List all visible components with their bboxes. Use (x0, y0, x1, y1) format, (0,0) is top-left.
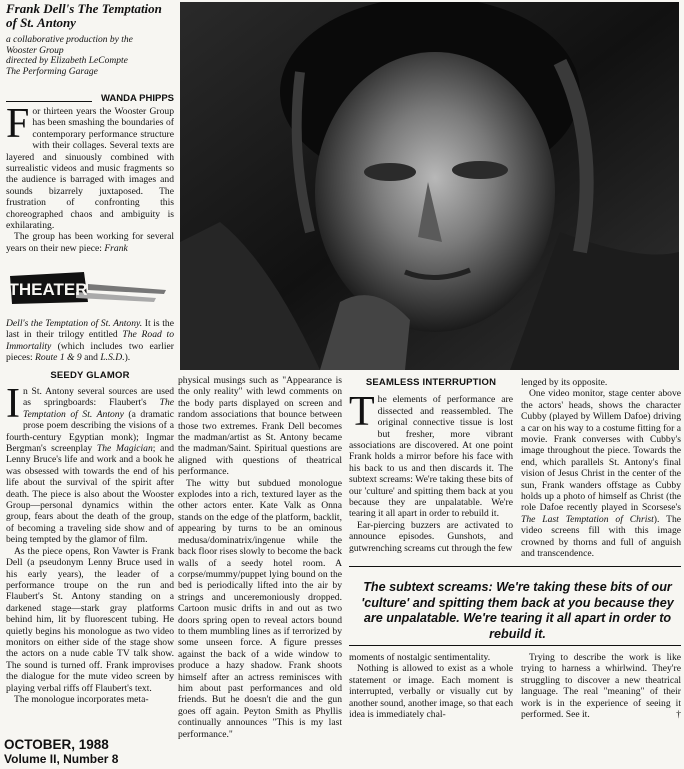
text-run: It is the last in their trilogy entitled (6, 318, 174, 341)
italic-title: The Temptation of St. Antony (23, 397, 174, 420)
theater-section-badge (6, 264, 174, 312)
column-2 (178, 375, 342, 740)
text-run: One video monitor, stage center above the actors' heads, shows the character Cubby (played by Willem Dafoe) driving a car on his way to a costume fitting for a movie. Frank converses with Cubby's image throughout the piece. Towards the end, which parallels St. Antony's final vision of Jesus Christ in the center of the sun, Frank wanders offstage as Cubby holds up a photo of himself as Christ (the role Dafoe recently played in Scorsese's (521, 388, 681, 514)
performer-photo (180, 2, 679, 370)
pull-quote-top-rule (349, 566, 681, 567)
text-run: ; and Lenny Bruce's life and work and a book he was obsessed with towards the end of his life about the survival of the spirit after death. The piece is also about the Wooster Group—personal dynamics within the group, fears about the death of the group, of becoming a traveling side show and of being tempted by the glamor of film. (6, 443, 174, 546)
text-run: (a dramatic prose poem describing the visions of a fourth-century Egyptian monk); Ingmar Bergman's screenplay (6, 408, 174, 455)
credit-line: a collaborative production by the (6, 35, 133, 45)
drop-cap: I (6, 381, 20, 427)
pull-quote-bottom-rule (349, 645, 681, 646)
text-run: ). (124, 352, 131, 364)
credit-line: The Performing Garage (6, 66, 98, 77)
italic-title: The Last Temptation of Christ (521, 513, 654, 525)
paragraph: or thirteen years the Wooster Group has been smashing the boundaries of contemporary performance structure with their collages. Several texts are layered and sinuously combined with surrealistic videos and music fragments so the audience is barraged with images and sounds bizarrely juxtaposed. The frustration of confronting this choreographed chaos and ambiguity is exhilarating. (6, 106, 174, 232)
paragraph: lenged by its opposite. (521, 377, 608, 388)
drop-cap: F (6, 101, 30, 147)
italic-title: Route 1 & 9 (35, 352, 82, 364)
text-run: ). The video screens fill with this image crowned by thorns and full of anguish and transcendence. (521, 513, 682, 560)
paragraph (521, 652, 681, 720)
column-3 (349, 377, 513, 554)
paragraph: The witty but subdued monologue explodes into a rich, textured layer as the other actors enter. Kate Valk as Onna stands on the edge of the platform, backlit, appearing by turns to be an ominous medusa/dominatrix/ingenue while the back floor rises slowly to become the back walls of a seedy hotel room. A corpse/mummy/puppet lying bound on the bed is periodically lifted into the air by strings and unceremoniously dropped. Cartoon music drifts in and out as two doors spring open to reveal actors bound to them mumbling lines as if terrorized by some unseen force. A figure presses against the back of a wide window to produce a hazy shadow. Frank shoots himself after an actress reminisces with him about past performances and old friends. But he doesn't die and the gun goes off again. Peyton Smith as Phyllis continually announces "This is my last performance." (178, 477, 342, 740)
column-1-top (6, 101, 174, 254)
theater-badge-graphic (6, 264, 174, 312)
production-credits (6, 35, 174, 77)
paragraph: The group has been working for several years on their new piece: (6, 231, 174, 254)
text-run: he elements of performance are dissected and reassembled. The original connective tissue is lost but fresher, more vibrant associations are discovered. At one point Frank holds a mirror before his face with his back to us and then discards it. The subtext screams: We're taking these bits of our 'culture' and spitting them back at you because they are unpalatable. We're tearing it all apart in order to rebuild it. (349, 394, 513, 520)
italic-title: The Road to Immortality (6, 329, 175, 352)
column-4-continued (521, 652, 681, 720)
column-3-continued (349, 652, 513, 720)
photo-graphic (180, 2, 679, 370)
credit-line: Wooster Group (6, 45, 64, 56)
text-run: (which includes two earlier pieces: (6, 340, 174, 364)
italic-title: Frank (104, 242, 128, 254)
issue-date: OCTOBER, 1988 (4, 737, 109, 752)
column-1-mid (6, 318, 174, 381)
section-heading: SEAMLESS INTERRUPTION (365, 377, 497, 388)
text-run: and (81, 352, 101, 364)
paragraph: Nothing is allowed to exist as a whole statement or image. Each moment is interrupted, verbally or visually cut by another sound, another image, so that each idea is immediately chal- (349, 663, 513, 721)
end-mark: † (676, 709, 681, 721)
column-4 (521, 377, 681, 560)
paragraph: physical musings such as "Appearance is the only reality" with lewd comments on the body parts displayed on screen and random associations that bounce between those two extremes. Frank Dell becomes the madman/artist as St. Antony became the madman/Saint. Spiritual questions are aligned with questions of theatrical performance. (178, 375, 342, 478)
paragraph: The monologue incorporates meta- (14, 693, 149, 705)
review-title: Frank Dell's The Temptation of St. Antony (6, 1, 162, 30)
italic-title: L.S.D. (100, 352, 125, 364)
badge-text: THEATER (8, 280, 88, 299)
italic-title: Dell's the Temptation of St. Antony. (6, 318, 143, 329)
drop-cap: T (349, 389, 375, 436)
text-run: Trying to describe the work is like trying to harness a whirlwind. They're struggling to discover a new theatrical language. The real "meaning" of their work is in the experience of seeing it performed. See it. (521, 652, 681, 721)
paragraph: As the piece opens, Ron Vawter is Frank Dell (a pseudonym Lenny Bruce used in his early years), the leader of a performance troupe on the run and Flaubert's St. Antony standing on a darkened stage—stark gray platforms behind him, lit by fluorescent tubing. He quietly begins his monologue as two video monitors on either side of the stage show the actors on a nude cable TV talk show. The sound is turned off. Frank improvises the dialogue for the mute video screen by playing verbal riffs off Flaubert's text. (6, 545, 174, 694)
paragraph: Ear-piercing buzzers are activated to announce episodes. Gunshots, and gutwrenching screams cut through the few (349, 519, 513, 554)
text-run: n St. Antony several sources are used as springboards: Flaubert's (23, 386, 174, 409)
column-1-bottom (6, 381, 174, 705)
credit-line: directed by Elizabeth LeCompte (6, 56, 128, 67)
byline: WANDA PHIPPS (100, 93, 174, 104)
italic-title: The Magician (96, 443, 153, 455)
pull-quote: The subtext screams: We're taking these bits of our 'culture' and spitting them back at you because they are unpalatable. We're tearing it all apart in order to rebuild it. (361, 580, 674, 641)
issue-volume: Volume II, Number 8 (4, 752, 119, 766)
section-heading: SEEDY GLAMOR (50, 369, 130, 381)
paragraph: moments of nostalgic sentimentality. (349, 652, 491, 663)
